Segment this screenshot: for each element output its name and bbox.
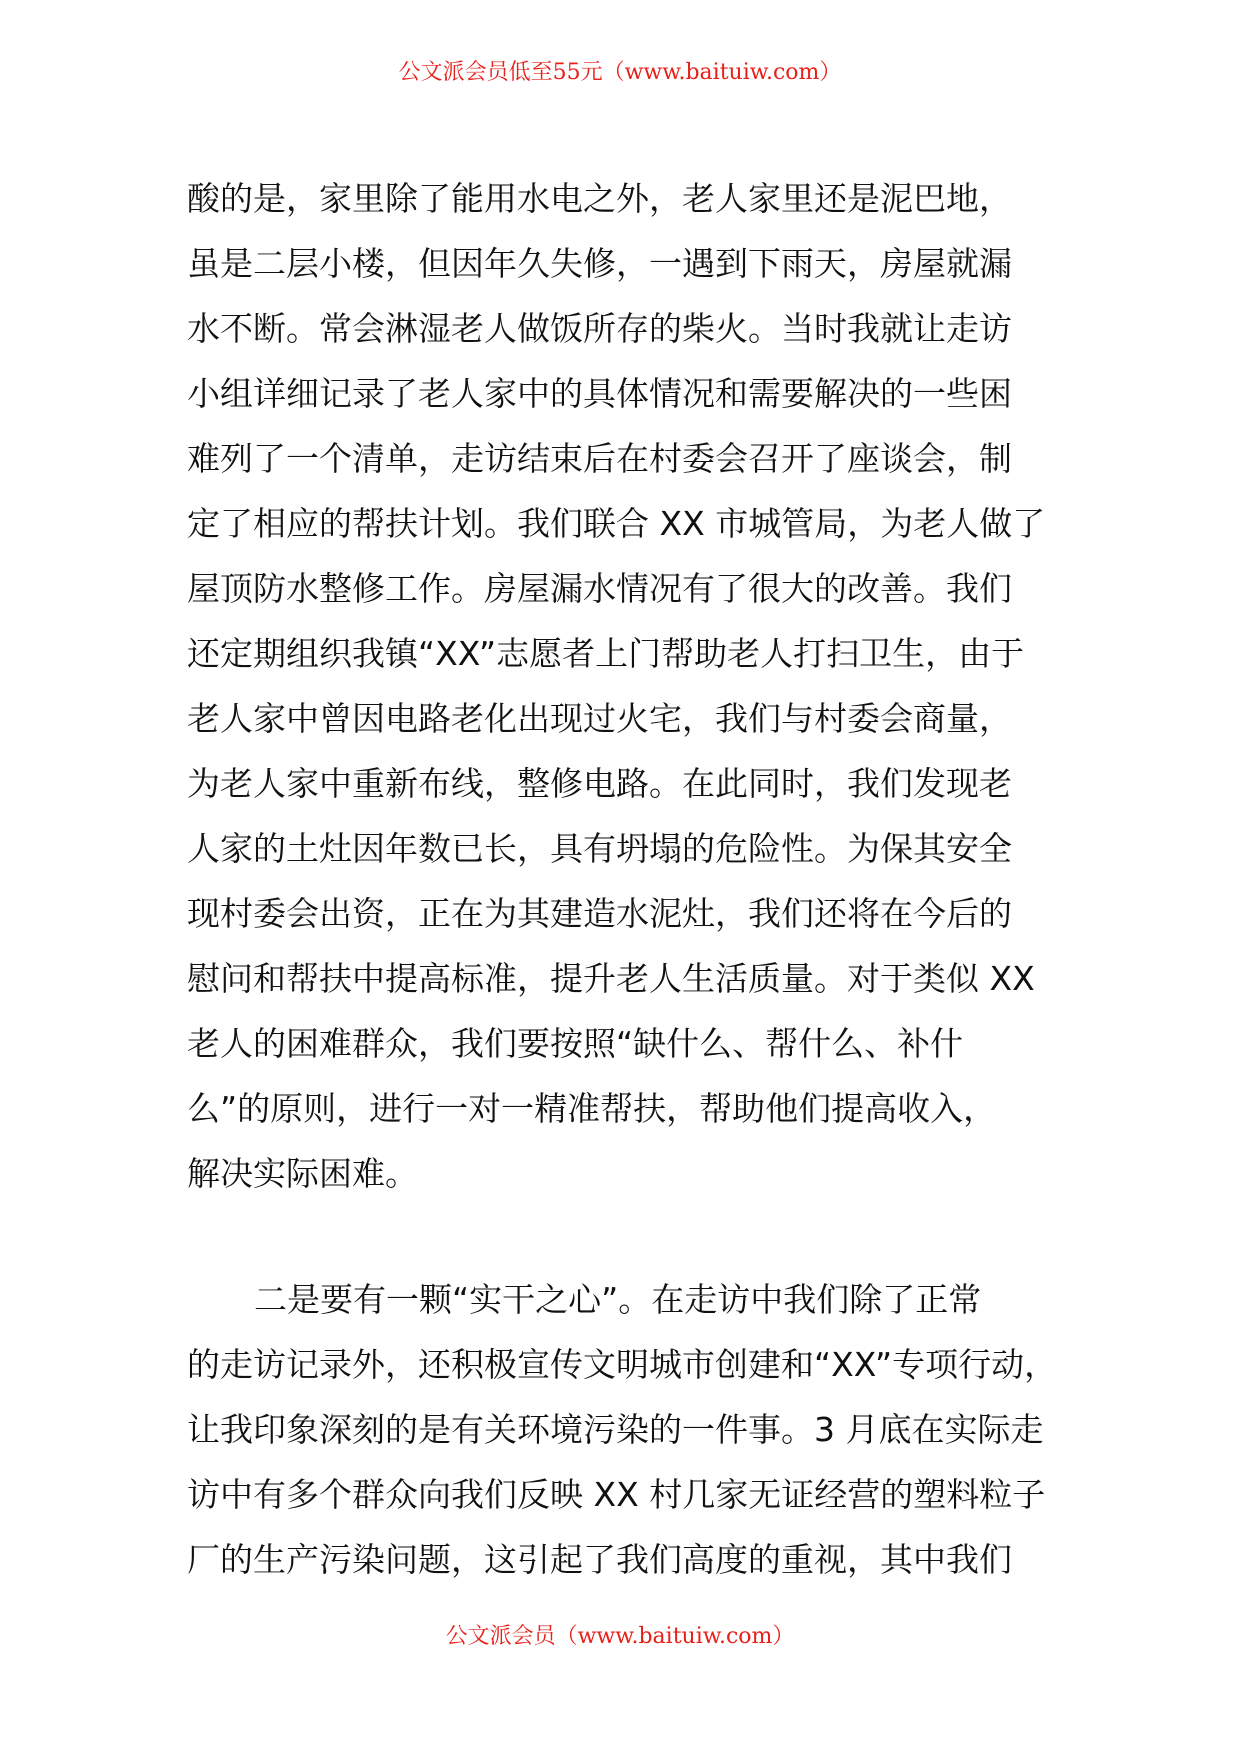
text-line: 解决实际困难。: [187, 1154, 418, 1193]
text-line: 虽是二层小楼，但因年久失修，一遇到下雨天，房屋就漏: [187, 244, 1012, 283]
text-line: 老人家中曾因电路老化出现过火宅，我们与村委会商量，: [187, 699, 1012, 738]
text-line: 二是要有一颗“实干之心”。在走访中我们除了正常: [254, 1280, 982, 1319]
text-line: 定了相应的帮扶计划。我们联合 XX 市城管局，为老人做了: [187, 504, 1046, 543]
paragraph-2: [187, 1267, 1087, 1592]
text-line: 酸的是，家里除了能用水电之外，老人家里还是泥巴地，: [187, 179, 1012, 218]
text-line: 屋顶防水整修工作。房屋漏水情况有了很大的改善。我们: [187, 569, 1012, 608]
text-line: 为老人家中重新布线，整修电路。在此同时，我们发现老: [187, 764, 1012, 803]
paragraph-1: [187, 166, 1087, 1206]
text-line: 厂的生产污染问题，这引起了我们高度的重视，其中我们: [187, 1540, 1012, 1579]
text-line: 水不断。常会淋湿老人做饭所存的柴火。当时我就让走访: [187, 309, 1012, 348]
text-line: 让我印象深刻的是有关环境污染的一件事。3 月底在实际走: [187, 1410, 1044, 1449]
text-line: 访中有多个群众向我们反映 XX 村几家无证经营的塑料粒子: [187, 1475, 1046, 1514]
text-line: 现村委会出资，正在为其建造水泥灶，我们还将在今后的: [187, 894, 1012, 933]
text-line: 慰问和帮扶中提高标准，提升老人生活质量。对于类似 XX: [187, 959, 1035, 998]
text-line: 还定期组织我镇“XX”志愿者上门帮助老人打扫卫生，由于: [187, 634, 1025, 673]
footer-watermark: 公文派会员（www.baituiw.com）: [445, 1624, 795, 1649]
header-watermark: 公文派会员低至55元（www.baituiw.com）: [398, 60, 842, 85]
text-line: 的走访记录外，还积极宣传文明城市创建和“XX”专项行动，: [187, 1345, 1058, 1384]
text-line: 老人的困难群众，我们要按照“缺什么、帮什么、补什: [187, 1024, 964, 1063]
text-line: 难列了一个清单，走访结束后在村委会召开了座谈会，制: [187, 439, 1012, 478]
text-line: 人家的土灶因年数已长，具有坍塌的危险性。为保其安全: [187, 829, 1012, 868]
text-line: 小组详细记录了老人家中的具体情况和需要解决的一些困: [187, 374, 1012, 413]
text-line: 么”的原则，进行一对一精准帮扶，帮助他们提高收入，: [187, 1089, 997, 1128]
